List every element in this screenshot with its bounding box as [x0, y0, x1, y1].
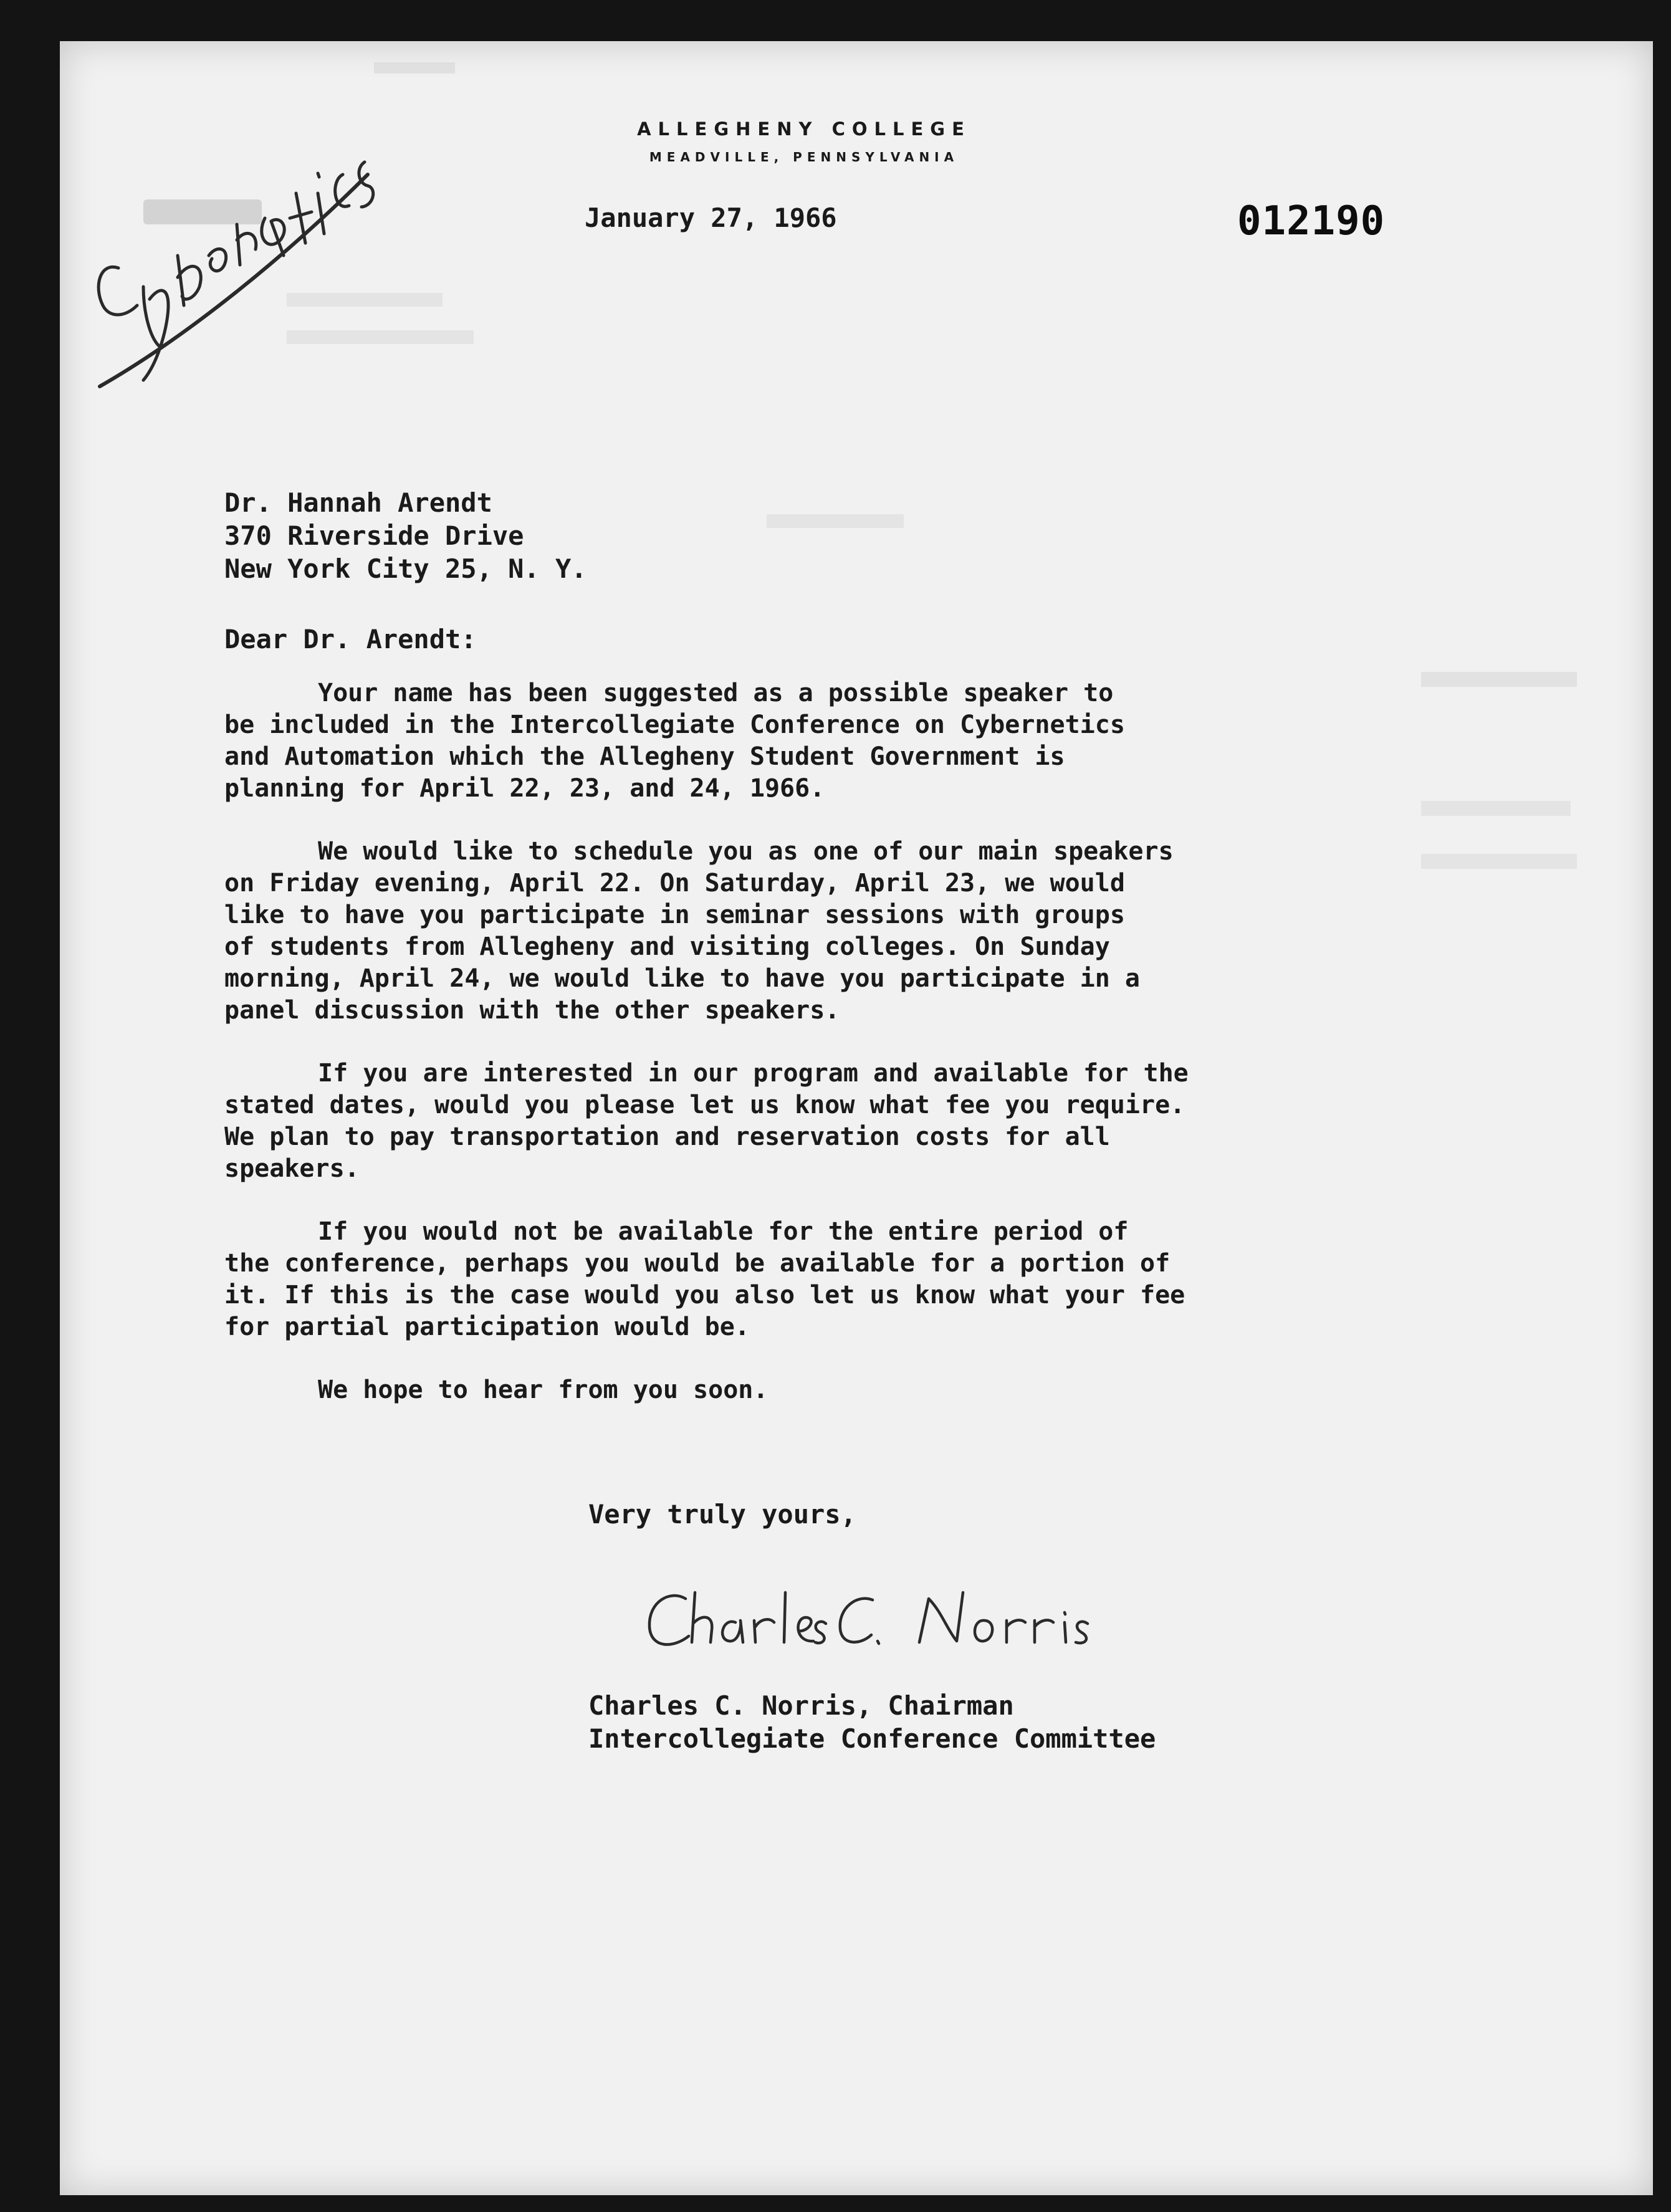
letterhead-location: MEADVILLE, PENNSYLVANIA — [649, 150, 959, 165]
document-number-stamp: 012190 — [1237, 198, 1386, 244]
complimentary-closing: Very truly yours, — [588, 1499, 856, 1530]
signer-committee: Intercollegiate Conference Committee — [588, 1723, 1156, 1754]
recipient-street: 370 Riverside Drive — [224, 520, 524, 551]
bleed-through-mark — [374, 62, 455, 74]
recipient-address — [224, 486, 587, 585]
letterhead-institution: ALLEGHENY COLLEGE — [637, 118, 971, 140]
recipient-name: Dr. Hannah Arendt — [224, 487, 492, 518]
signer-name-title: Charles C. Norris, Chairman — [588, 1690, 1014, 1721]
body-paragraph: We would like to schedule you as one of our main speakers on Friday evening, April 22. On Saturday, April 23, we would like to have you participate in seminar sessions with groups of students from Allegheny and visiting colleges. On Sunday morning, April 24, we would like to have you participate in a panel discussion with the other speakers. — [224, 837, 1174, 1025]
recipient-city: New York City 25, N. Y. — [224, 553, 587, 584]
body-paragraph: We hope to hear from you soon. — [318, 1376, 768, 1404]
handwritten-signature — [636, 1555, 1172, 1667]
signer-block — [588, 1689, 1156, 1755]
body-paragraph: If you are interested in our program and available for the stated dates, would you please let us know what fee you require. We plan to pay transportation and reservation costs for all speakers. — [224, 1059, 1189, 1183]
salutation: Dear Dr. Arendt: — [224, 624, 477, 654]
body-paragraph: If you would not be available for the entire period of the conference, perhaps you would be available for a portion of it. If this is the case would you also let us know what your fee for partial participation would be. — [224, 1217, 1185, 1341]
bleed-through-mark — [767, 514, 904, 528]
handwritten-annotation — [50, 100, 386, 424]
body-paragraph: Your name has been suggested as a possible speaker to be included in the Intercollegiate Conference on Cybernetics and Automation which the Allegheny Student Government is planning for April 22, 23, and 24, 1966. — [224, 679, 1125, 803]
letter-date: January 27, 1966 — [585, 203, 837, 233]
letter-body — [224, 677, 1564, 1437]
